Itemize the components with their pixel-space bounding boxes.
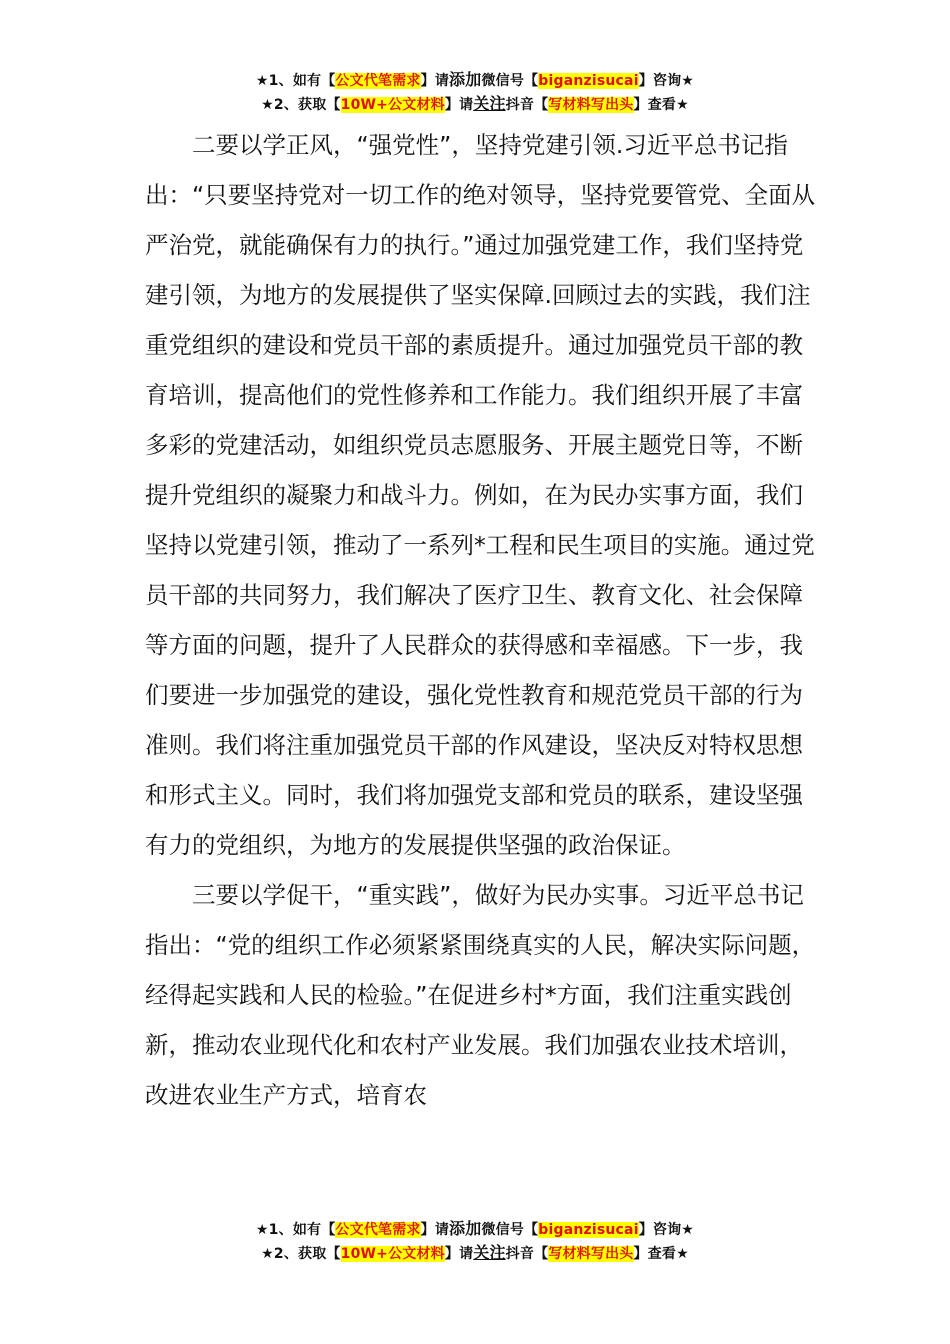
promo-text: 】查看★	[633, 97, 689, 113]
promo-line-1	[0, 1218, 950, 1242]
promo-douyin-id: 写材料写出头	[548, 1246, 634, 1262]
promo-text: 】查看★	[633, 1246, 689, 1262]
promo-highlight: 公文代笔需求	[335, 1222, 421, 1238]
promo-text: 】请	[444, 97, 474, 113]
promo-highlight: 公文代笔需求	[335, 73, 421, 89]
promo-line-1	[0, 69, 950, 93]
promo-text: 】请	[444, 1246, 474, 1262]
promo-text: 抖音【	[505, 1246, 549, 1262]
promo-text: 】咨询★	[638, 1222, 695, 1238]
promo-text: ★1、如有【	[255, 73, 336, 89]
promo-text: 微信号【	[481, 1222, 539, 1238]
paragraph-emphasize-practice: 三要以学促干，“重实践”，做好为民办实事。习近平总书记指出：“党的组织工作必须紧紧围绕真实的人民，解决实际问题，经得起实践和人民的检验。”在促进乡村*方面，我们注重实践创新，推动农业现代化和农村产业发展。我们加强农业技术培训，改进农业生产方式，培育农	[145, 881, 816, 1109]
document-body	[145, 120, 817, 1120]
promo-emphasis: 添加	[449, 70, 482, 89]
promo-wechat-id: biganzisucai	[538, 1222, 639, 1238]
promo-highlight: 10W+公文材料	[340, 1246, 445, 1262]
promo-emphasis: 关注	[473, 94, 506, 113]
promo-line-2	[0, 1242, 950, 1266]
paragraph-strengthen-party: 二要以学正风，“强党性”，坚持党建引领.习近平总书记指出：“只要坚持党对一切工作的绝对领导，坚持党要管党、全面从严治党，就能确保有力的执行。”通过加强党建工作，我们坚持党建引领，为地方的发展提供了坚实保障.回顾过去的实践，我们注重党组织的建设和党员干部的素质提升。通过加强党员干部的教育培训，提高他们的党性修养和工作能力。我们组织开展了丰富多彩的党建活动，如组织党员志愿服务、开展主题党日等，不断提升党组织的凝聚力和战斗力。例如，在为民办实事方面，我们坚持以党建引领，推动了一系列*工程和民生项目的实施。通过党员干部的共同努力，我们解决了医疗卫生、教育文化、社会保障等方面的问题，提升了人民群众的获得感和幸福感。下一步，我们要进一步加强党的建设，强化党性教育和规范党员干部的行为准则。我们将注重加强党员干部的作风建设，坚决反对特权思想和形式主义。同时，我们将加强党支部和党员的联系，建设坚强有力的党组织，为地方的发展提供坚强的政治保证。	[145, 131, 816, 859]
promo-wechat-id: biganzisucai	[538, 73, 639, 89]
promo-line-2	[0, 93, 950, 117]
promo-text: ★1、如有【	[255, 1222, 336, 1238]
promo-text: ★2、获取【	[261, 97, 341, 113]
promo-emphasis: 添加	[449, 1219, 482, 1238]
promo-text: 抖音【	[505, 97, 549, 113]
promo-douyin-id: 写材料写出头	[548, 97, 634, 113]
promo-text: ★2、获取【	[261, 1246, 341, 1262]
promo-text: 】请	[420, 73, 450, 89]
promo-highlight: 10W+公文材料	[340, 97, 445, 113]
promo-text: 】咨询★	[638, 73, 695, 89]
footer-promo-banner	[0, 1218, 950, 1266]
promo-text: 微信号【	[481, 73, 539, 89]
promo-emphasis: 关注	[473, 1243, 506, 1262]
promo-text: 】请	[420, 1222, 450, 1238]
header-promo-banner	[0, 69, 950, 117]
